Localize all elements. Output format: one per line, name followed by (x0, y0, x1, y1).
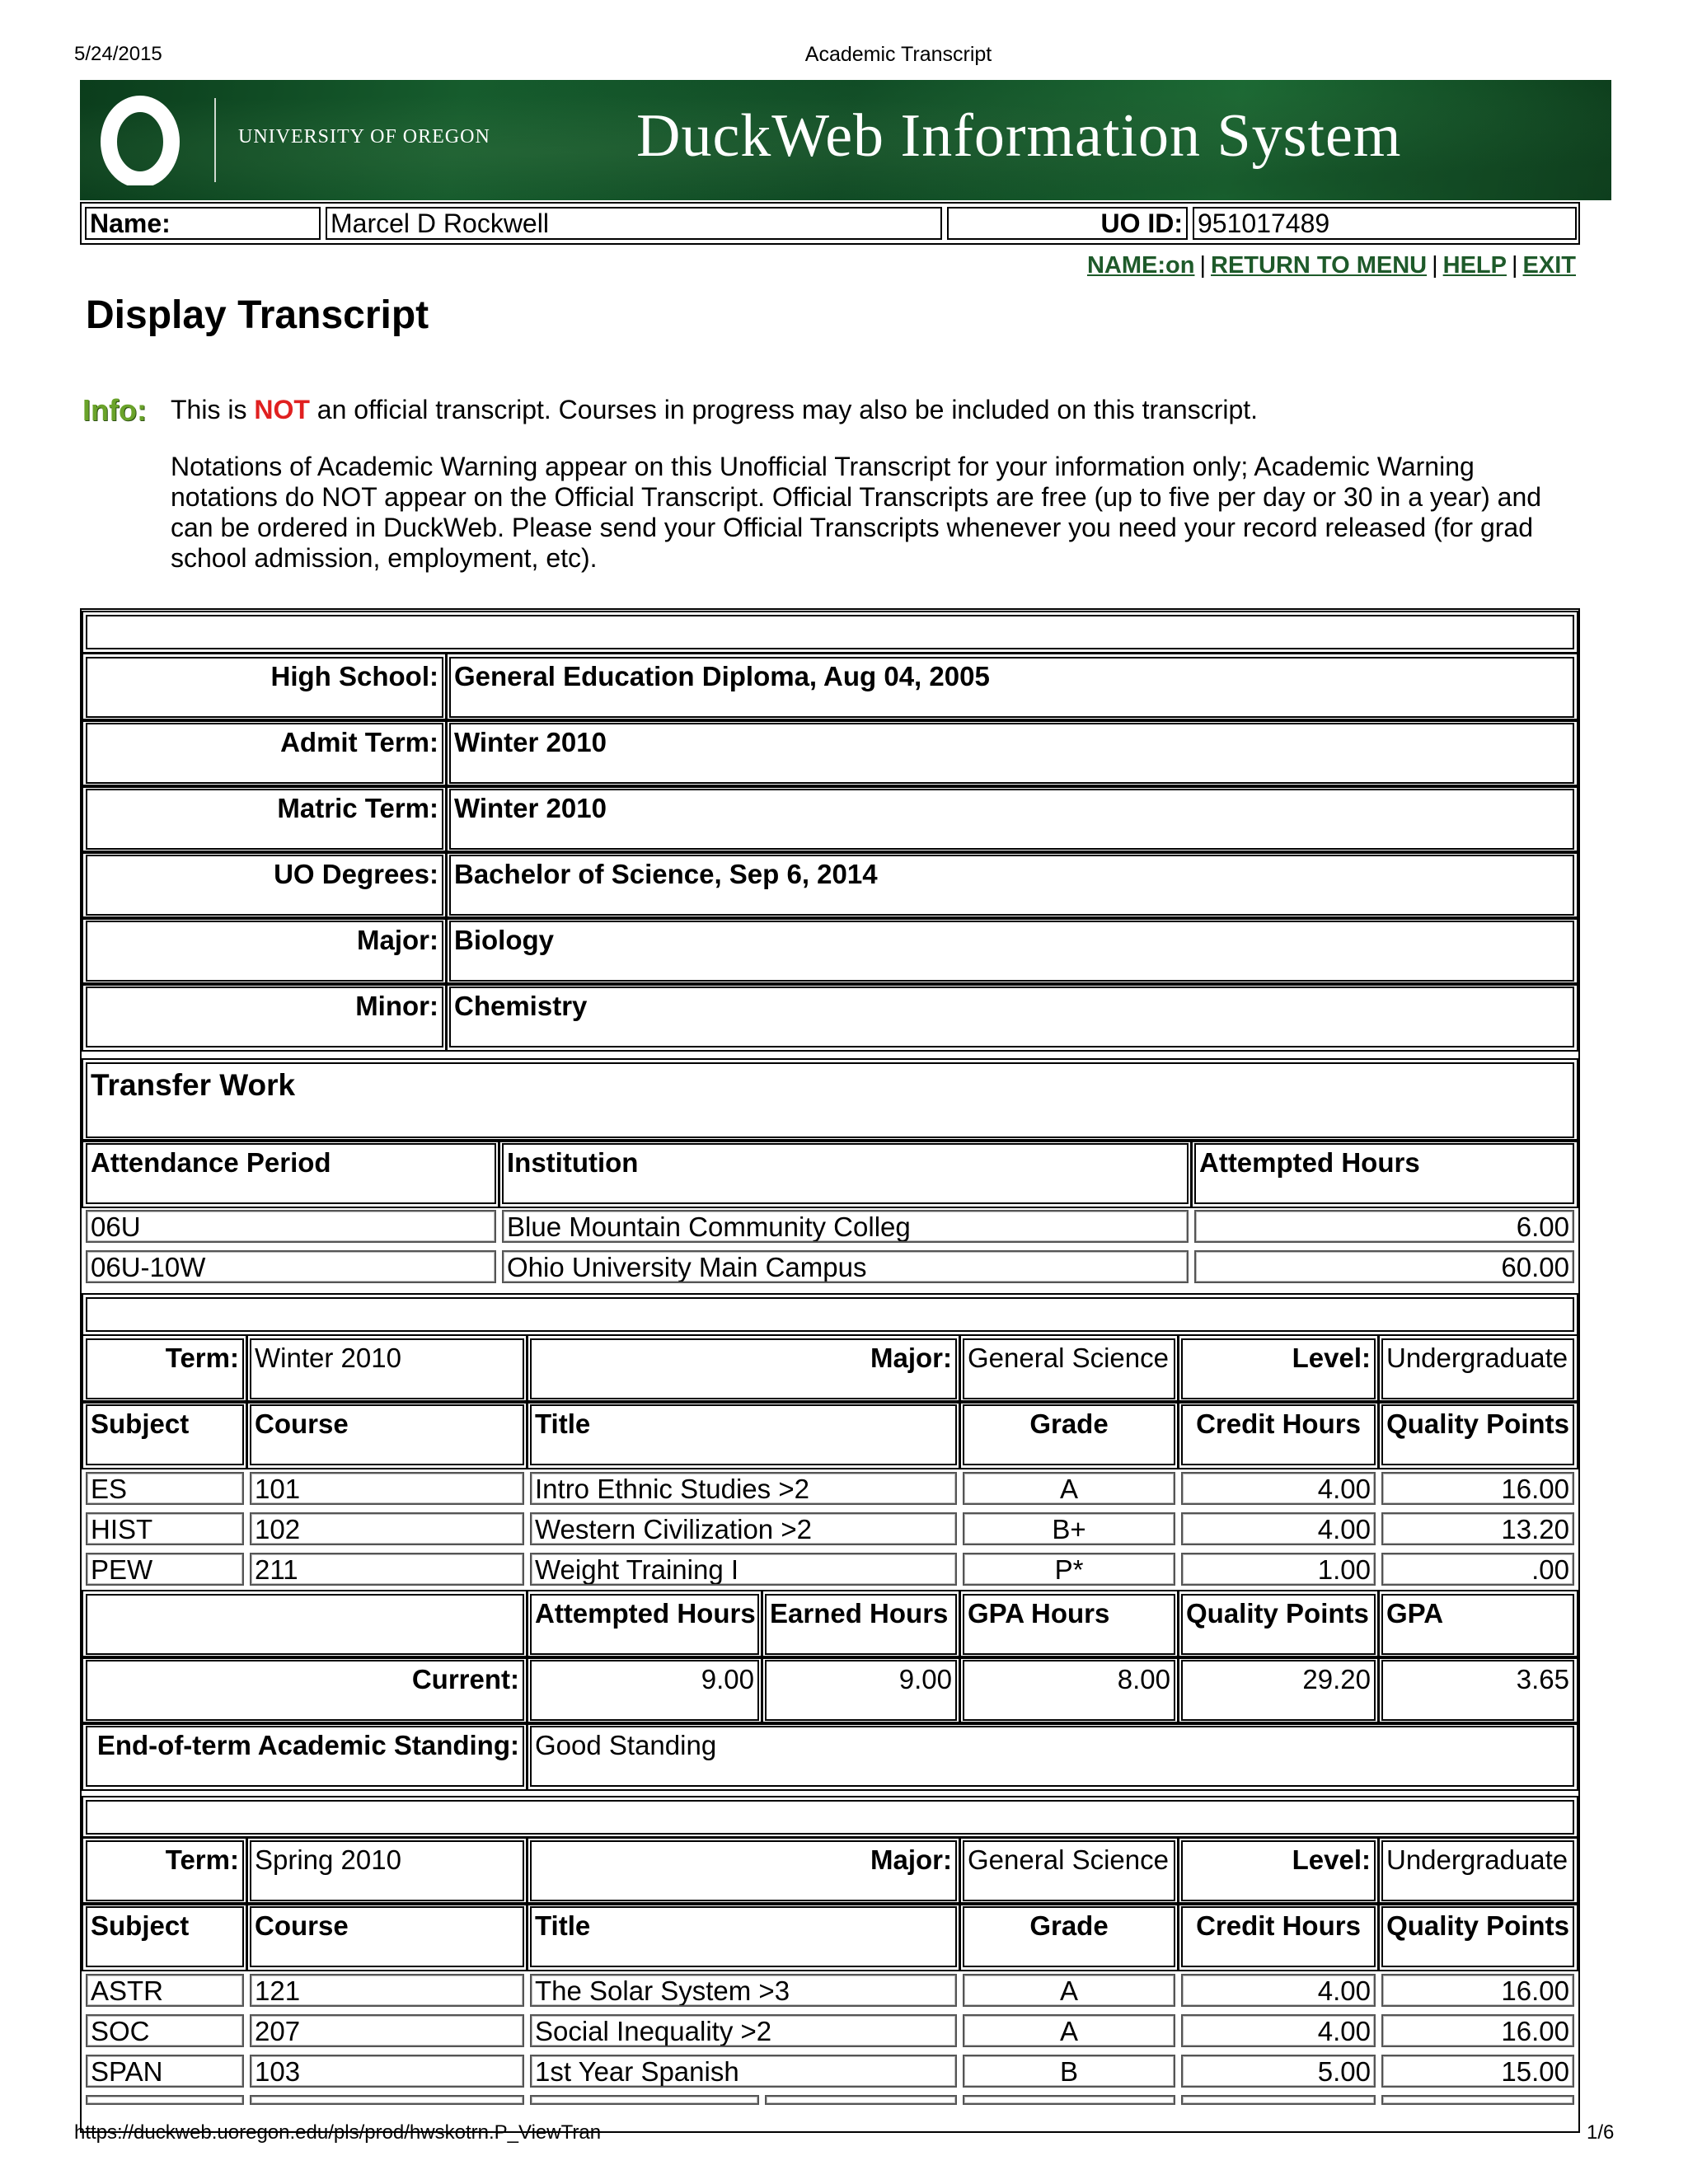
info-text-b: an official transcript. Courses in progress may also be included on this transcript. (316, 395, 1259, 424)
term-major-label: Major: (530, 1338, 957, 1399)
transfer-period: 06U (86, 1210, 496, 1243)
continued-row (1381, 2095, 1574, 2105)
current-gpa: 3.65 (1381, 1660, 1574, 1721)
course-credit-hours: 4.00 (1181, 1472, 1376, 1505)
course-grade: A (963, 1472, 1175, 1505)
academic-warning-notice: Notations of Academic Warning appear on this Unofficial Transcript for your information only; Academic Warning notations do NOT appear on the Official Transcript. Official Transcripts are free (up to five per day or 30 in a year) and can be ordered in DuckWeb. Please send your Official Transcripts whenever you need your record released (for grad school admission, employment, etc). (171, 452, 1542, 573)
spacer-row (86, 1800, 1574, 1835)
return-to-menu-link[interactable]: RETURN TO MENU (1211, 252, 1428, 279)
duckweb-banner (80, 80, 1611, 200)
high-school-value: General Education Diploma, Aug 04, 2005 (449, 657, 1574, 718)
course-number: 101 (250, 1472, 524, 1505)
term-major-value: General Science (963, 1840, 1175, 1901)
course-credit-hours: 4.00 (1181, 2014, 1376, 2047)
col-title: Title (530, 1906, 957, 1967)
course-subject: SOC (86, 2014, 244, 2047)
col-gpa: GPA (1381, 1594, 1574, 1655)
matric-term-label: Matric Term: (86, 789, 443, 850)
major-label: Major: (86, 921, 443, 982)
col-earned-hours: Earned Hours (765, 1594, 957, 1655)
uo-id-value: 951017489 (1193, 207, 1577, 240)
student-name: Marcel D Rockwell (326, 207, 942, 240)
uo-id-label: UO ID: (947, 207, 1188, 240)
print-title: Academic Transcript (804, 43, 992, 66)
course-title: 1st Year Spanish (530, 2055, 957, 2088)
col-course: Course (250, 1906, 524, 1967)
course-credit-hours: 4.00 (1181, 1512, 1376, 1545)
course-quality-points: 16.00 (1381, 1472, 1574, 1505)
current-label: Current: (86, 1660, 524, 1721)
course-grade: P* (963, 1553, 1175, 1586)
exit-link[interactable]: EXIT (1522, 252, 1576, 279)
col-institution: Institution (502, 1143, 1189, 1204)
course-title: Social Inequality >2 (530, 2014, 957, 2047)
footer-url: https://duckweb.uoregon.edu/pls/prod/hwskotrn.P_ViewTran (74, 2121, 602, 2144)
minor-label: Minor: (86, 987, 443, 1047)
info-not: NOT (254, 395, 310, 424)
col-course: Course (250, 1404, 524, 1465)
uo-o-logo-icon (95, 95, 185, 185)
admit-term-value: Winter 2010 (449, 723, 1574, 784)
col-attempted-hours-total: Attempted Hours (530, 1594, 759, 1655)
course-title: Weight Training I (530, 1553, 957, 1586)
totals-blank (86, 1594, 524, 1655)
col-grade: Grade (963, 1404, 1175, 1465)
course-grade: B (963, 2055, 1175, 2088)
course-number: 103 (250, 2055, 524, 2088)
matric-term-value: Winter 2010 (449, 789, 1574, 850)
term-label: Term: (86, 1338, 244, 1399)
term-label: Term: (86, 1840, 244, 1901)
current-attempted-hours: 9.00 (530, 1660, 759, 1721)
banner-divider (214, 98, 216, 182)
continued-row (250, 2095, 524, 2105)
level-value: Undergraduate (1381, 1840, 1574, 1901)
info-line (171, 395, 1258, 425)
standing-value: Good Standing (530, 1726, 1574, 1787)
course-subject: PEW (86, 1553, 244, 1586)
continued-row (1181, 2095, 1376, 2105)
term-value: Spring 2010 (250, 1840, 524, 1901)
level-label: Level: (1181, 1840, 1376, 1901)
print-date: 5/24/2015 (74, 43, 162, 65)
system-title: DuckWeb Information System (636, 102, 1402, 170)
current-gpa-hours: 8.00 (963, 1660, 1175, 1721)
level-label: Level: (1181, 1338, 1376, 1399)
transfer-hours: 60.00 (1194, 1250, 1574, 1283)
col-quality-points: Quality Points (1381, 1404, 1574, 1465)
name-on-link[interactable]: NAME:on (1086, 252, 1195, 279)
col-credit-hours: Credit Hours (1181, 1404, 1376, 1465)
level-value: Undergraduate (1381, 1338, 1574, 1399)
course-quality-points: 16.00 (1381, 2014, 1574, 2047)
course-subject: ASTR (86, 1974, 244, 2007)
col-gpa-hours: GPA Hours (963, 1594, 1175, 1655)
col-credit-hours: Credit Hours (1181, 1906, 1376, 1967)
footer-page-number: 1/6 (1587, 2121, 1615, 2144)
col-subject: Subject (86, 1906, 244, 1967)
minor-value: Chemistry (449, 987, 1574, 1047)
term-major-label: Major: (530, 1840, 957, 1901)
course-number: 211 (250, 1553, 524, 1586)
nav-links: NAME:on | RETURN TO MENU | HELP | EXIT (1086, 252, 1576, 279)
col-quality-points-total: Quality Points (1181, 1594, 1376, 1655)
major-value: Biology (449, 921, 1574, 982)
help-link[interactable]: HELP (1442, 252, 1507, 279)
col-title: Title (530, 1404, 957, 1465)
course-title: Intro Ethnic Studies >2 (530, 1472, 957, 1505)
high-school-label: High School: (86, 657, 443, 718)
spacer-row (86, 1297, 1574, 1332)
uo-degrees-label: UO Degrees: (86, 855, 443, 916)
course-grade: A (963, 1974, 1175, 2007)
info-text-a: This is (171, 395, 247, 424)
course-credit-hours: 5.00 (1181, 2055, 1376, 2088)
current-quality-points: 29.20 (1181, 1660, 1376, 1721)
course-credit-hours: 1.00 (1181, 1553, 1376, 1586)
course-number: 207 (250, 2014, 524, 2047)
course-credit-hours: 4.00 (1181, 1974, 1376, 2007)
term-value: Winter 2010 (250, 1338, 524, 1399)
course-number: 121 (250, 1974, 524, 2007)
course-subject: ES (86, 1472, 244, 1505)
col-quality-points: Quality Points (1381, 1906, 1574, 1967)
current-earned-hours: 9.00 (765, 1660, 957, 1721)
continued-row (530, 2095, 759, 2105)
course-title: The Solar System >3 (530, 1974, 957, 2007)
transfer-institution: Blue Mountain Community Colleg (502, 1210, 1189, 1243)
university-name: UNIVERSITY OF OREGON (238, 126, 490, 148)
uo-degrees-value: Bachelor of Science, Sep 6, 2014 (449, 855, 1574, 916)
course-subject: SPAN (86, 2055, 244, 2088)
course-quality-points: .00 (1381, 1553, 1574, 1586)
continued-row (765, 2095, 957, 2105)
col-grade: Grade (963, 1906, 1175, 1967)
spacer-row (86, 615, 1574, 649)
course-number: 102 (250, 1512, 524, 1545)
course-subject: HIST (86, 1512, 244, 1545)
col-attempted-hours: Attempted Hours (1194, 1143, 1574, 1204)
student-header (80, 202, 1580, 245)
page-title: Display Transcript (86, 293, 429, 337)
transfer-period: 06U-10W (86, 1250, 496, 1283)
transfer-hours: 6.00 (1194, 1210, 1574, 1243)
col-subject: Subject (86, 1404, 244, 1465)
standing-label: End-of-term Academic Standing: (86, 1726, 524, 1787)
term-major-value: General Science (963, 1338, 1175, 1399)
name-label: Name: (85, 207, 321, 240)
continued-row (86, 2095, 244, 2105)
course-title: Western Civilization >2 (530, 1512, 957, 1545)
info-label: Info: (82, 393, 147, 427)
transfer-institution: Ohio University Main Campus (502, 1250, 1189, 1283)
course-grade: B+ (963, 1512, 1175, 1545)
admit-term-label: Admit Term: (86, 723, 443, 784)
course-quality-points: 13.20 (1381, 1512, 1574, 1545)
continued-row (963, 2095, 1175, 2105)
course-grade: A (963, 2014, 1175, 2047)
course-quality-points: 15.00 (1381, 2055, 1574, 2088)
transfer-work-heading: Transfer Work (86, 1062, 1574, 1138)
col-attendance-period: Attendance Period (86, 1143, 496, 1204)
course-quality-points: 16.00 (1381, 1974, 1574, 2007)
